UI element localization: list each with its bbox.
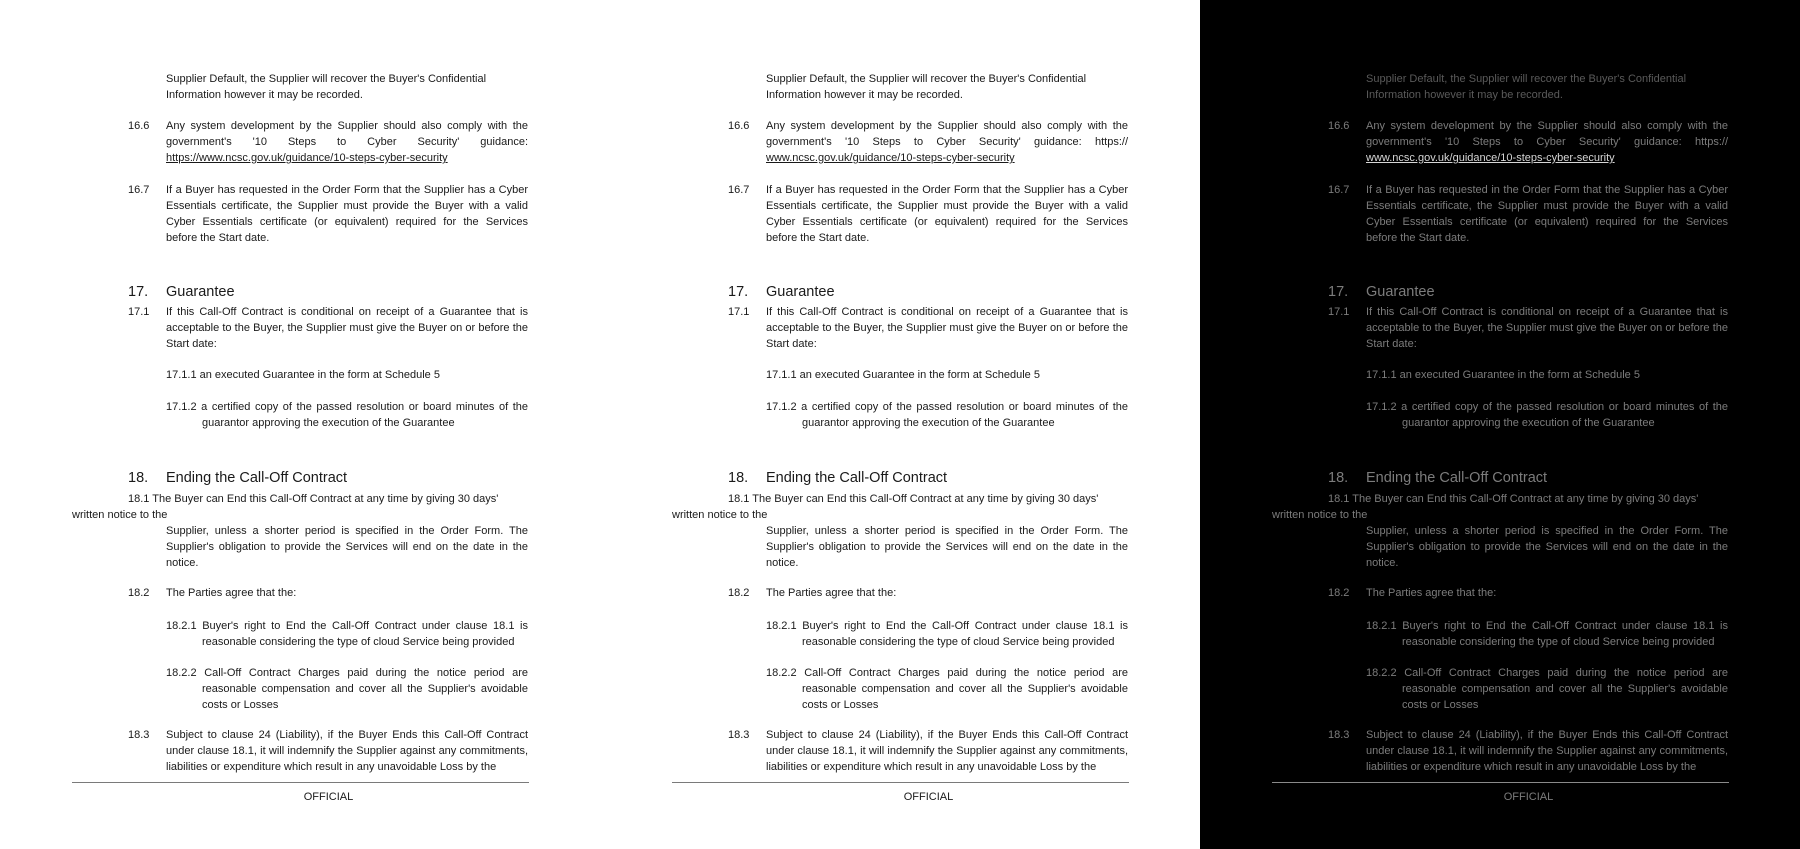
clause-17-1	[728, 304, 1128, 354]
section-number: 18.	[728, 470, 749, 486]
page-content	[0, 0, 600, 849]
clause-text: The Parties agree that the:	[166, 587, 297, 599]
clause-18-3	[128, 727, 528, 777]
clause-number: 17.1	[728, 306, 750, 318]
clause-18-2-2: 18.2.2 Call-Off Contract Charges paid during the notice period are reasonable compensation and cover all the Supplier's avoidable costs or Losses	[166, 667, 528, 711]
clause-17-1-2: 17.1.2 a certified copy of the passed resolution or board minutes of the guarantor approving the execution of the Guarantee	[166, 401, 528, 429]
clause-text: Subject to clause 24 (Liability), if the Buyer Ends this Call-Off Contract under clause 18.1, it will indemnify the Supplier against any commitments, liabilities or expenditure which result in any unavoidable Loss by the	[166, 729, 528, 773]
clause-text-line2: Information however it may be recorded.	[1366, 89, 1563, 101]
clause-text: The Parties agree that the:	[766, 587, 897, 599]
clause-18-1-lead: 18.1 The Buyer can End this Call-Off Contract at any time by giving 30 days'	[728, 493, 1099, 505]
clause-number: 17.1	[128, 306, 150, 318]
ncsc-guidance-link[interactable]: www.ncsc.gov.uk/guidance/10-steps-cyber-security	[766, 152, 1015, 164]
clause-number: 18.2	[1328, 587, 1350, 599]
footer-classification: OFFICIAL	[303, 791, 354, 803]
clause-text: Subject to clause 24 (Liability), if the Buyer Ends this Call-Off Contract under clause 18.1, it will indemnify the Supplier against any commitments, liabilities or expenditure which result in any unavoidable Loss by the	[1366, 729, 1728, 773]
clause-17-1	[1328, 304, 1728, 354]
clause-18-2-1: 18.2.1 Buyer's right to End the Call-Off Contract under clause 18.1 is reasonable considering the type of cloud Service being provided	[1366, 620, 1728, 648]
clause-text: Supplier Default, the Supplier will recover the Buyer's Confidential	[166, 73, 487, 85]
clause-text: Subject to clause 24 (Liability), if the Buyer Ends this Call-Off Contract under clause 18.1, it will indemnify the Supplier against any commitments, liabilities or expenditure which result in any unavoidable Loss by the	[766, 729, 1128, 773]
clause-text: If this Call-Off Contract is conditional on receipt of a Guarantee that is acceptable to the Buyer, the Supplier must give the Buyer on or before the Start date:	[766, 306, 1128, 350]
page-content	[600, 0, 1200, 849]
clause-text-line2: Information however it may be recorded.	[166, 89, 363, 101]
footer-rule	[1272, 782, 1729, 783]
clause-text	[1366, 118, 1728, 166]
clause-text	[166, 118, 528, 166]
section-number: 17.	[1328, 284, 1349, 300]
document-page-diff	[1200, 0, 1800, 849]
clause-text-main: Any system development by the Supplier should also comply with the government's '10 Steps to Cyber Security' guidance:	[166, 120, 528, 148]
clause-16-7	[1328, 182, 1728, 248]
clause-text-main: Any system development by the Supplier should also comply with the government's '10 Steps to Cyber Security' guidance: https://	[766, 120, 1128, 148]
document-page-rendered	[600, 0, 1200, 849]
clause-16-7	[128, 182, 528, 248]
footer-rule	[672, 782, 1129, 783]
clause-text: If this Call-Off Contract is conditional on receipt of a Guarantee that is acceptable to the Buyer, the Supplier must give the Buyer on or before the Start date:	[166, 306, 528, 350]
clause-17-1	[128, 304, 528, 354]
clause-17-1-1: 17.1.1 an executed Guarantee in the form at Schedule 5	[766, 369, 1040, 381]
clause-16-5-continuation	[128, 71, 528, 105]
clause-text: If this Call-Off Contract is conditional on receipt of a Guarantee that is acceptable to the Buyer, the Supplier must give the Buyer on or before the Start date:	[1366, 306, 1728, 350]
clause-18-1-text: Supplier, unless a shorter period is specified in the Order Form. The Supplier's obligation to provide the Services will end on the date in the notice.	[166, 525, 528, 569]
clause-18-2-2: 18.2.2 Call-Off Contract Charges paid during the notice period are reasonable compensation and cover all the Supplier's avoidable costs or Losses	[766, 667, 1128, 711]
clause-18-1-lead-wrap: written notice to the	[72, 509, 168, 521]
clause-18-1-lead: 18.1 The Buyer can End this Call-Off Contract at any time by giving 30 days'	[128, 493, 499, 505]
clause-18-2	[728, 585, 1128, 603]
clause-number: 18.3	[128, 729, 150, 741]
clause-16-6	[1328, 118, 1728, 168]
section-title: Ending the Call-Off Contract	[766, 470, 948, 486]
ncsc-guidance-link[interactable]: https://www.ncsc.gov.uk/guidance/10-steps-cyber-security	[166, 152, 448, 164]
clause-number: 16.7	[128, 184, 150, 196]
clause-18-2-2: 18.2.2 Call-Off Contract Charges paid during the notice period are reasonable compensation and cover all the Supplier's avoidable costs or Losses	[1366, 667, 1728, 711]
clause-text: If a Buyer has requested in the Order Form that the Supplier has a Cyber Essentials certificate, the Supplier must provide the Buyer with a valid Cyber Essentials certificate (or equivalent) required for the Services before the Start date.	[766, 184, 1128, 244]
clause-number: 16.6	[1328, 120, 1350, 132]
ncsc-guidance-link[interactable]: www.ncsc.gov.uk/guidance/10-steps-cyber-security	[1366, 152, 1615, 164]
document-page-original	[0, 0, 600, 849]
footer-classification: OFFICIAL	[1503, 791, 1554, 803]
clause-16-5-continuation	[728, 71, 1128, 105]
clause-18-1-text: Supplier, unless a shorter period is specified in the Order Form. The Supplier's obligation to provide the Services will end on the date in the notice.	[766, 525, 1128, 569]
clause-18-2-1: 18.2.1 Buyer's right to End the Call-Off Contract under clause 18.1 is reasonable considering the type of cloud Service being provided	[166, 620, 528, 648]
clause-16-5-continuation	[1328, 71, 1728, 105]
clause-16-7	[728, 182, 1128, 248]
footer-rule	[72, 782, 529, 783]
section-number: 17.	[728, 284, 749, 300]
clause-17-1-1: 17.1.1 an executed Guarantee in the form at Schedule 5	[166, 369, 440, 381]
section-number: 18.	[128, 470, 149, 486]
footer-classification: OFFICIAL	[903, 791, 954, 803]
clause-text: The Parties agree that the:	[1366, 587, 1497, 599]
clause-18-3	[728, 727, 1128, 777]
clause-text: If a Buyer has requested in the Order Form that the Supplier has a Cyber Essentials certificate, the Supplier must provide the Buyer with a valid Cyber Essentials certificate (or equivalent) required for the Services before the Start date.	[1366, 184, 1728, 244]
clause-17-1-2: 17.1.2 a certified copy of the passed resolution or board minutes of the guarantor approving the execution of the Guarantee	[766, 401, 1128, 429]
clause-text-line2: Information however it may be recorded.	[766, 89, 963, 101]
clause-18-1-lead: 18.1 The Buyer can End this Call-Off Contract at any time by giving 30 days'	[1328, 493, 1699, 505]
clause-18-1-lead-wrap: written notice to the	[672, 509, 768, 521]
section-title: Guarantee	[1366, 284, 1435, 300]
clause-number: 16.7	[728, 184, 750, 196]
clause-number: 17.1	[1328, 306, 1350, 318]
section-title: Guarantee	[766, 284, 835, 300]
clause-number: 16.7	[1328, 184, 1350, 196]
section-number: 18.	[1328, 470, 1349, 486]
clause-number: 18.2	[728, 587, 750, 599]
clause-18-2-1: 18.2.1 Buyer's right to End the Call-Off Contract under clause 18.1 is reasonable considering the type of cloud Service being provided	[766, 620, 1128, 648]
clause-18-3	[1328, 727, 1728, 777]
section-title: Guarantee	[166, 284, 235, 300]
clause-17-1-1: 17.1.1 an executed Guarantee in the form at Schedule 5	[1366, 369, 1640, 381]
section-title: Ending the Call-Off Contract	[166, 470, 348, 486]
clause-text: Supplier Default, the Supplier will recover the Buyer's Confidential	[766, 73, 1087, 85]
clause-18-1-text: Supplier, unless a shorter period is specified in the Order Form. The Supplier's obligation to provide the Services will end on the date in the notice.	[1366, 525, 1728, 569]
clause-text	[766, 118, 1128, 166]
clause-number: 18.3	[728, 729, 750, 741]
clause-number: 18.2	[128, 587, 150, 599]
clause-16-6	[128, 118, 528, 168]
clause-16-6	[728, 118, 1128, 168]
clause-number: 18.3	[1328, 729, 1350, 741]
clause-text-main: Any system development by the Supplier should also comply with the government's '10 Steps to Cyber Security' guidance: https://	[1366, 120, 1728, 148]
section-number: 17.	[128, 284, 149, 300]
clause-number: 16.6	[128, 120, 150, 132]
clause-text: If a Buyer has requested in the Order Form that the Supplier has a Cyber Essentials certificate, the Supplier must provide the Buyer with a valid Cyber Essentials certificate (or equivalent) required for the Services before the Start date.	[166, 184, 528, 244]
clause-number: 16.6	[728, 120, 750, 132]
clause-18-2	[1328, 585, 1728, 603]
clause-17-1-2: 17.1.2 a certified copy of the passed resolution or board minutes of the guarantor approving the execution of the Guarantee	[1366, 401, 1728, 429]
clause-18-1-lead-wrap: written notice to the	[1272, 509, 1368, 521]
clause-text: Supplier Default, the Supplier will recover the Buyer's Confidential	[1366, 73, 1687, 85]
clause-18-2	[128, 585, 528, 603]
page-content	[1200, 0, 1800, 849]
section-title: Ending the Call-Off Contract	[1366, 470, 1548, 486]
